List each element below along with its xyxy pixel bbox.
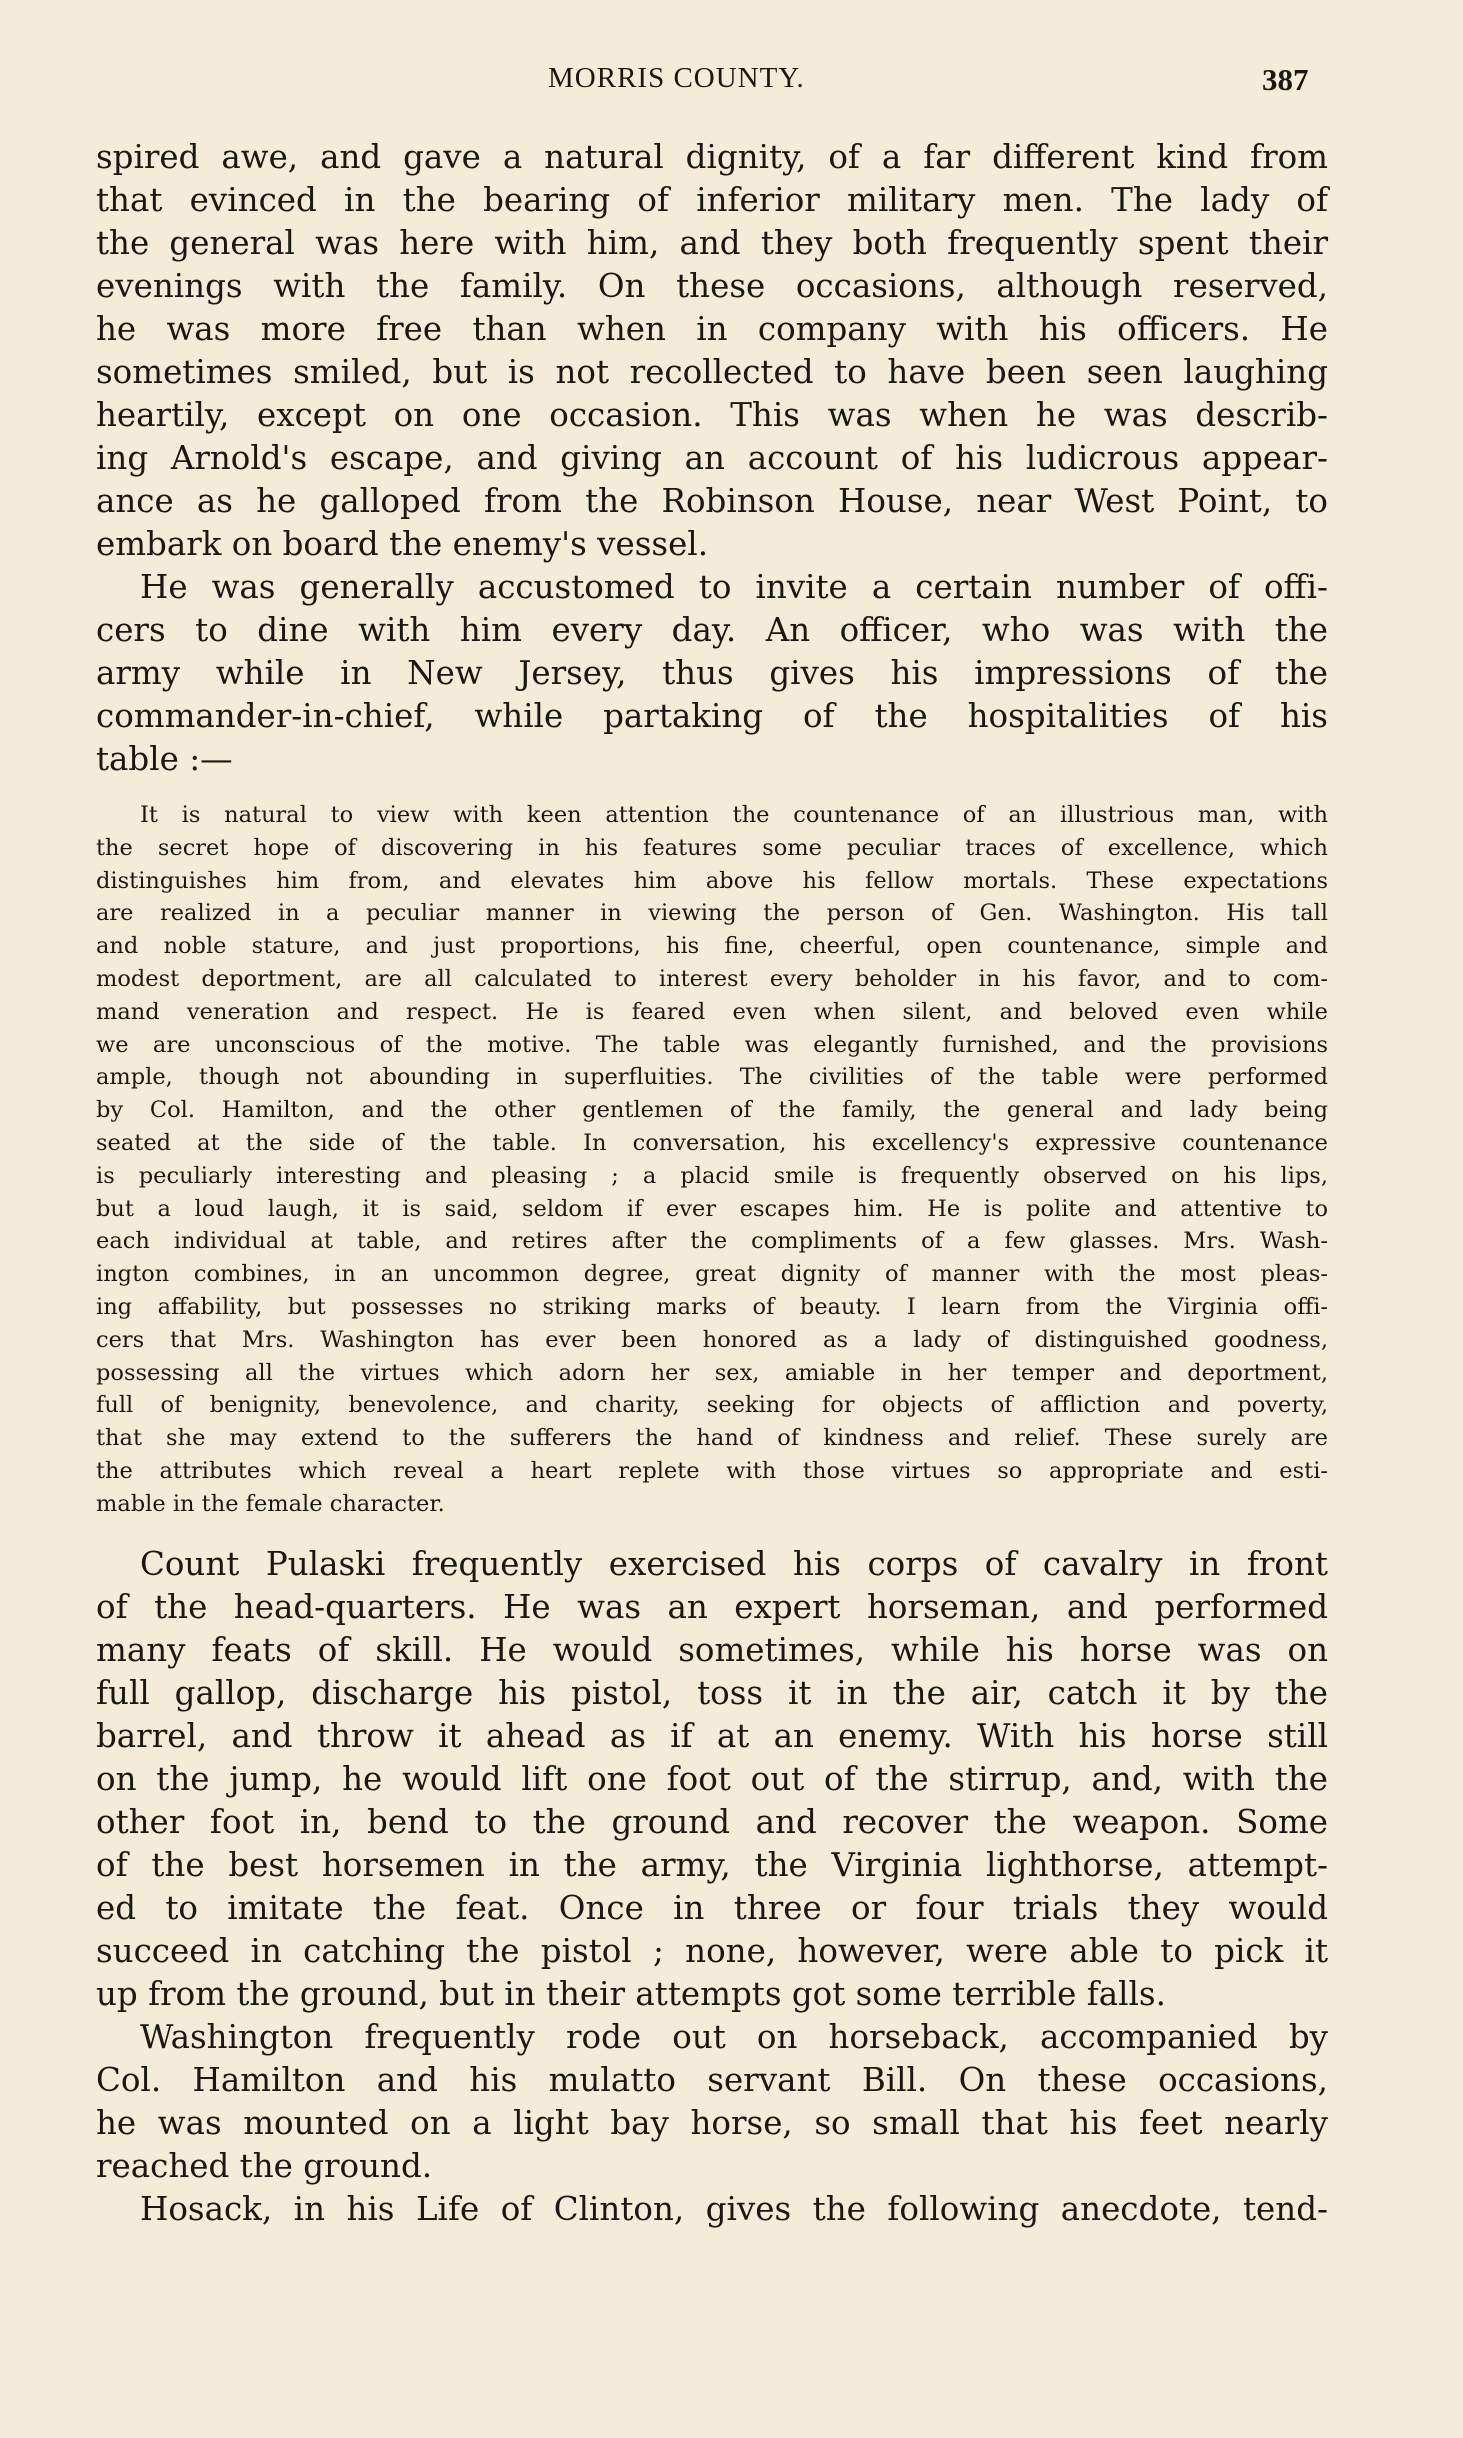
quote-line: are realized in a peculiar manner in viewing the person of Gen. Washington. His tall — [96, 900, 1328, 927]
text-line: on the jump, he would lift one foot out of the stirrup, and, with the — [96, 1760, 1328, 1798]
quote-line: seated at the side of the table. In conversation, his excellency's expressive countenance — [96, 1129, 1328, 1156]
quote-line: and noble stature, and just proportions, his fine, cheerful, open countenance, simple and — [96, 933, 1328, 960]
block-quote — [96, 799, 1328, 1521]
text-line: succeed in catching the pistol ; none, however, were able to pick it — [96, 1932, 1328, 1970]
text-line: the general was here with him, and they both frequently spent their — [96, 224, 1328, 262]
text-line: barrel, and throw it ahead as if at an enemy. With his horse still — [96, 1717, 1328, 1755]
quote-line: mable in the female character. — [96, 1490, 445, 1517]
text-line: reached the ground. — [96, 2147, 433, 2185]
text-line: Count Pulaski frequently exercised his corps of cavalry in front — [140, 1545, 1328, 1583]
quote-line: but a loud laugh, it is said, seldom if ever escapes him. He is polite and attentive to — [96, 1195, 1328, 1222]
paragraph-5 — [96, 2188, 1328, 2231]
text-line: up from the ground, but in their attempts got some terrible falls. — [96, 1975, 1166, 2013]
text-line: commander-in-chief, while partaking of the hospitalities of his — [96, 697, 1328, 735]
text-line: of the best horsemen in the army, the Virginia lighthorse, attempt- — [96, 1846, 1328, 1884]
paragraph-3 — [96, 1543, 1328, 2016]
quote-line: is peculiarly interesting and pleasing ; a placid smile is frequently observed on his lips, — [96, 1162, 1328, 1189]
quote-line: the secret hope of discovering in his features some peculiar traces of excellence, which — [96, 834, 1328, 861]
quote-line: each individual at table, and retires after the compliments of a few glasses. Mrs. Wash- — [96, 1228, 1328, 1255]
page-number: 387 — [1262, 62, 1309, 97]
quote-line: we are unconscious of the motive. The table was elegantly furnished, and the provisions — [96, 1031, 1328, 1058]
text-line: embark on board the enemy's vessel. — [96, 525, 709, 563]
paragraph-4 — [96, 2016, 1328, 2188]
quote-line: possessing all the virtues which adorn her sex, amiable in her temper and deportment, — [96, 1359, 1328, 1386]
quote-line: full of benignity, benevolence, and charity, seeking for objects of affliction and poverty, — [96, 1392, 1328, 1419]
text-line: ance as he galloped from the Robinson House, near West Point, to — [96, 482, 1328, 520]
text-line: army while in New Jersey, thus gives his impressions of the — [96, 654, 1328, 692]
text-line: other foot in, bend to the ground and recover the weapon. Some — [96, 1803, 1328, 1841]
paragraph-2 — [96, 566, 1328, 781]
text-line: Washington frequently rode out on horseback, accompanied by — [140, 2018, 1328, 2056]
text-line: he was mounted on a light bay horse, so small that his feet nearly — [96, 2104, 1328, 2142]
quote-line: mand veneration and respect. He is feared even when silent, and beloved even while — [96, 998, 1328, 1025]
quote-line: by Col. Hamilton, and the other gentlemen of the family, the general and lady being — [96, 1097, 1328, 1124]
text-line: Col. Hamilton and his mulatto servant Bill. On these occasions, — [96, 2061, 1328, 2099]
quote-line: distinguishes him from, and elevates him above his fellow mortals. These expectations — [96, 867, 1328, 894]
text-line: sometimes smiled, but is not recollected to have been seen laughing — [96, 353, 1328, 391]
text-line: cers to dine with him every day. An officer, who was with the — [96, 611, 1328, 649]
quote-line: the attributes which reveal a heart replete with those virtues so appropriate and esti- — [96, 1457, 1328, 1484]
text-line: of the head-quarters. He was an expert horseman, and performed — [96, 1588, 1328, 1626]
quote-line: ing affability, but possesses no striking marks of beauty. I learn from the Virginia offi- — [96, 1293, 1328, 1320]
text-line: many feats of skill. He would sometimes, while his horse was on — [96, 1631, 1328, 1669]
paragraph-1 — [96, 136, 1328, 566]
quote-line: cers that Mrs. Washington has ever been honored as a lady of distinguished goodness, — [96, 1326, 1328, 1353]
quote-line: ample, though not abounding in superfluities. The civilities of the table were performed — [96, 1064, 1328, 1091]
quote-line: that she may extend to the sufferers the hand of kindness and relief. These surely are — [96, 1425, 1328, 1452]
quote-line: modest deportment, are all calculated to interest every beholder in his favor, and to com- — [96, 965, 1328, 992]
text-line: full gallop, discharge his pistol, toss it in the air, catch it by the — [96, 1674, 1328, 1712]
text-line: ed to imitate the feat. Once in three or four trials they would — [96, 1889, 1328, 1927]
text-line: Hosack, in his Life of Clinton, gives the following anecdote, tend- — [140, 2190, 1328, 2228]
quote-line: ington combines, in an uncommon degree, great dignity of manner with the most pleas- — [96, 1261, 1328, 1288]
text-line: he was more free than when in company with his officers. He — [96, 310, 1328, 348]
page-header — [0, 62, 1463, 102]
quote-line: It is natural to view with keen attention the countenance of an illustrious man, with — [140, 802, 1328, 828]
text-line: spired awe, and gave a natural dignity, of a far different kind from — [96, 138, 1328, 176]
text-line: evenings with the family. On these occasions, although reserved, — [96, 267, 1328, 305]
text-line: table :— — [96, 740, 233, 778]
text-line: that evinced in the bearing of inferior military men. The lady of — [96, 181, 1328, 219]
running-head: MORRIS COUNTY. — [548, 62, 805, 94]
text-line: He was generally accustomed to invite a certain number of offi- — [140, 568, 1328, 606]
text-line: ing Arnold's escape, and giving an account of his ludicrous appear- — [96, 439, 1328, 477]
text-line: heartily, except on one occasion. This was when he was describ- — [96, 396, 1328, 434]
